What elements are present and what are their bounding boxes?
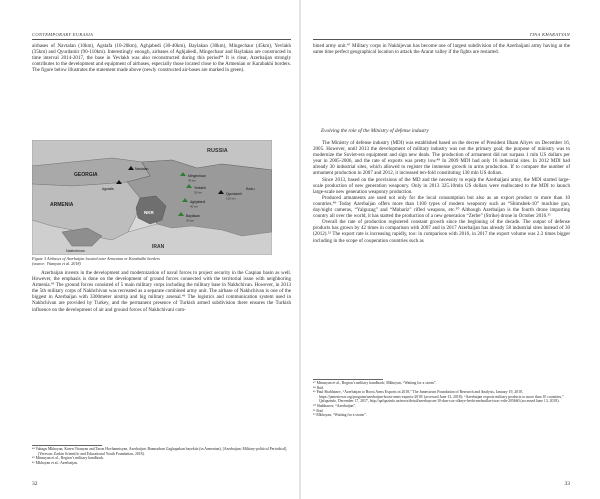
- footnote: ⁵⁰ Shabhazov, “Azerbaijan”.: [313, 403, 357, 408]
- label-mingechaur-km: 45 km: [188, 178, 197, 183]
- figure-caption-source: (source: Vitanyan et al. 2018): [32, 261, 81, 267]
- paragraph: airbases of Navtalan (10km), Agstafa (10-20km), Aghjabedi (30-40km), Baylakan (30km), Mingechaur (45km), Yevlakh (35km) and Qyurdamir (90-110km). Interestingly enough, airbases of Aghjabedi, Mingechaur and Baylakan are constructed in time interval 2014-2017, the base in Yevlakh was also reconstructed during this period⁴⁴ It is clear, Azerbaijan strongly contributes to the development and equipment of airbases, especially those located close to the Armenian or Karabakhi borders. The figure below illustrates the statement made above (newly constructed air-bases are marked in green).: [32, 43, 291, 74]
- running-head-right: TINA KHARATYAN: [529, 32, 570, 37]
- paragraph: Azerbaijan invests in the development and modernization of naval forces to project security in the Caspian basin as well. However, the emphasis is done on the development of ground forces connected with the territorial issue with neighboring Armenia.⁴⁵ The ground forces consisted of 5 main military corps including the military base in Nakhchivan. However, in 2013 the 5th military corps of Nakhchivan was recreated as a separate combined army unit. The airbase of Nakhchivan is one of the biggest in Azerbaijan with 3300meter airstrip and big military arsenal.⁴⁶ The logistics and communication system used in Nakhchivan are provided by Turkey, and the permanent presence of Turkish armed subdivision there ensures the Turkish influence on the development of air and ground forces of Nakhchivani com-: [32, 270, 291, 313]
- right-main-text: [313, 140, 570, 244]
- label-agstafa: Agstafa: [102, 187, 114, 191]
- left-page: [0, 0, 299, 499]
- right-footnotes: [313, 381, 570, 418]
- label-navtalan: Navtalan: [135, 167, 149, 171]
- header-rule-right: [313, 39, 570, 40]
- map-svg: [32, 140, 272, 255]
- label-nkr: NKR: [144, 210, 154, 215]
- figure-caption: [32, 256, 272, 266]
- footnote-rule-left: [32, 445, 102, 446]
- footnote: ⁴⁵ Minasyan et al., Region’s military handbook.: [32, 456, 105, 461]
- label-baku: Baku: [246, 187, 255, 191]
- right-page: [301, 0, 600, 499]
- footnote: ⁴⁹ Paul Shabhazov, “Azerbaijan to Boost Arms Exports in 2018,” The Jamestown Foundation of Research and Analysis, January 19, 2018, https://jamestown.org/program/azerbaijan-boost-arms-exports-2018/ (accessed June 13, 2018); “Azerbaijan exports military products to more than 10 countries,” Qafqazinfo, December 17, 2017, http://qafqazinfo.az/news/detail/azerbaycan-10-dan-cox-olkeye-herbi-mehsullar-ixrac-edir-205660 (accessed June 13, 2018).: [313, 390, 564, 404]
- label-yevlakh: Yevlakh: [194, 186, 206, 190]
- label-iran: IRAN: [152, 244, 165, 250]
- paragraph: bined army unit.⁴⁷ Military corps in Nakhijevan has become one of largest subdivision of the Azerbaijani army having at the same time perfect geographical location to attack the Ararat valley if the fights are restarted.: [313, 43, 570, 56]
- footnote: ⁴⁷ Minasyan et al., Region’s military handbook; Mkhoyan, “Waiting for a storm”.: [313, 381, 437, 385]
- left-footnotes: [32, 447, 289, 465]
- paragraph: The Ministry of defense industry (MDI) was established based on the decree of President Ilham Aliyev on December 16, 2005. However, until 2013 the development of military industry was not the primary goal; the purpose of ministry was to modernize the Soviet-era equipment and sign new deals. The production of armament did not surpass 1 mln US dollars per year in 2005-2006, and the rate of exports was pretty low.⁴⁸ In 2009 MDI had only 16 industrial sites. In 2012 MDI had already 30 industrial sites, which allowed to register the immense growth in arms production. If to compare the number of armament production in 2007 and 2012, it increased ten-fold constituting 130 mln US dollars.: [313, 140, 570, 177]
- paragraph: Since 2013, based on the provisions of the MD and the necessity to equip the Azerbaijani army, the MDI started large-scale production of new generation weaponry. Only in 2013 325.10mln US dollars were reallocated to the MDI to launch large-scale new generation weaponry production.: [313, 176, 570, 195]
- label-qyurdamir-km: 110 km: [226, 196, 236, 201]
- label-mingechaur: Mingechaur: [188, 174, 206, 178]
- label-nakhchivan: Nakhchivan: [66, 249, 85, 253]
- label-armenia: ARMENIA: [50, 202, 74, 208]
- label-aghjabedi-km: 40 km: [190, 204, 199, 209]
- figure-caption-title: Figure 3 Airbases of Azerbaijan located near Armenian or Karabakhi borders: [32, 256, 160, 261]
- page-number-left: 32: [32, 481, 38, 487]
- header-rule-left: [32, 39, 291, 40]
- label-russia: RUSSIA: [207, 148, 228, 154]
- left-top-text: [32, 43, 291, 73]
- label-baylakan-km: 30 km: [186, 218, 195, 223]
- label-qyurdamir: Qyurdamir: [226, 192, 242, 196]
- airbase-map-figure: [32, 140, 272, 255]
- page-number-right: 33: [564, 481, 570, 487]
- footnote: ⁵² Mkhoyan, “Waiting for a storm”.: [313, 413, 367, 418]
- section-heading: Evolving the role of the Ministry of defense industry: [321, 128, 429, 134]
- paragraph: Produced armaments are used not only for the local consumption but also as an export product to more than 10 countries.⁴⁹ Today Azerbaijan offers more than 1100 types of modern weaponry such as “Shimshek-10” machine gun, day/night cameras, “Yalguzag” and “Mubariz” rifled weapons, etc.⁵⁰ Although Azerbaijan is the fourth drone importing country all over the world, it has started the production of a new generation “Zerbe” (Strike) drone in October 2016.⁵¹: [313, 194, 570, 220]
- label-yevlakh-km: 35 km: [194, 190, 203, 195]
- label-georgia: GEORGIA: [74, 172, 98, 178]
- footnote: ⁴⁸ Ibid.: [313, 385, 324, 390]
- footnote: ⁵¹ Ibid.: [313, 408, 324, 413]
- paragraph: Overall the rate of production registered constant growth since the beginning of the decade. The output of defense products has grown by 42 times in comparison with 2007 and in 2017 Azerbaijan has already 58 industrial sites instead of 30 (2012).⁵² The export rate is increasing rapidly, too: in comparison with 2016, in 2017 the export volume was 2.3 times bigger including in the scope of cooperation countries such as: [313, 219, 570, 244]
- footnote: ⁴⁴ Vahagn Mkhoyan, Karen Vitanyan and Taron Hovhannisyan, Azerbaijan: Bazmadran Gaghapakan hayekits (in Armenian), [Azerbaijan: Military-political Periodical], (Yerevan: Zarkin Scientific and Educational Youth Foundation, 2018).: [32, 447, 288, 456]
- label-baylakan: Baylakan: [186, 214, 200, 218]
- running-head-left: CONTEMPORARY EURASIA: [32, 32, 94, 37]
- right-top-text: [313, 43, 570, 55]
- left-bottom-text: [32, 270, 291, 313]
- label-aghjabedi: Aghjabedi: [190, 200, 206, 204]
- footnote: ⁴⁶ Mkhoyan et al., Azerbaijan.: [32, 460, 78, 465]
- footnote-rule-right: [313, 379, 383, 380]
